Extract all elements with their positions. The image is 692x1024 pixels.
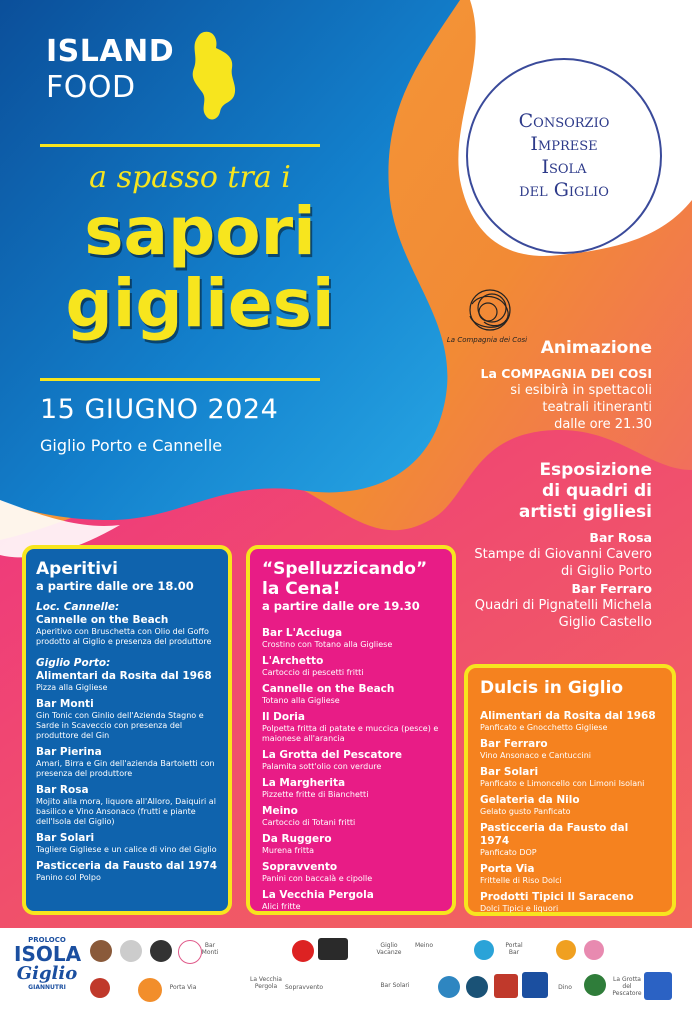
esposizione-bar-2-line-2: Giglio Castello <box>558 615 652 630</box>
item-desc: Crostino con Totano alla Gigliese <box>262 640 393 649</box>
sponsor-name-5: Giglio Vacanze <box>376 942 402 956</box>
item-desc: Pizza alla Gigliese <box>36 683 108 692</box>
sponsor-logo-11 <box>138 978 162 1002</box>
item-desc: Pizzette fritte di Bianchetti <box>262 790 369 799</box>
sponsor-name-4: Bar Monti <box>201 942 219 956</box>
proloco-line-2: ISOLA <box>14 942 82 966</box>
list-item <box>262 683 440 706</box>
list-item <box>480 822 660 858</box>
sponsor-strip <box>0 928 692 1024</box>
item-name: Cannelle on the Beach <box>262 683 395 695</box>
item-name: Bar Pierina <box>36 746 102 758</box>
item-name: La Vecchia Pergola <box>262 889 374 901</box>
proloco-line-1: PROLOCO <box>28 936 66 944</box>
item-name: La Grotta del Pescatore <box>262 749 403 761</box>
item-desc: Cartoccio di pescetti fritti <box>262 668 364 677</box>
brand-line-2: FOOD <box>46 70 136 105</box>
event-date: 15 GIUGNO 2024 <box>40 394 279 425</box>
proloco-line-4: GIANNUTRI <box>28 984 66 991</box>
item-desc: Gelato gusto Panficato <box>480 807 571 816</box>
esposizione-section <box>474 460 652 631</box>
item-desc: Vino Ansonaco e Cantuccini <box>480 751 591 760</box>
aperitivi-location-2: Giglio Porto: <box>36 657 111 669</box>
list-item <box>480 891 660 914</box>
sponsor-logo-12 <box>438 976 460 998</box>
animazione-line-1: La COMPAGNIA DEI COSI <box>480 366 652 381</box>
item-name: Pasticceria da Fausto dal 1974 <box>36 860 218 872</box>
item-name: L'Archetto <box>262 655 324 667</box>
sponsor-name-2: Porta Via <box>169 984 197 991</box>
sponsor-logo-2 <box>120 940 142 962</box>
aperitivi-location-1: Loc. Cannelle: <box>36 601 120 613</box>
compagnia-logo-label: La Compagnia dei Cosi <box>446 336 528 344</box>
list-item <box>36 670 218 693</box>
item-desc: Palamita sott'olio con verdure <box>262 762 382 771</box>
sponsor-logo-1 <box>90 940 112 962</box>
cena-title-2: la Cena! <box>262 579 341 599</box>
list-item <box>36 860 218 883</box>
animazione-line-3: teatrali itineranti <box>542 400 652 415</box>
cena-box <box>246 545 456 915</box>
animazione-line-4: dalle ore 21.30 <box>554 417 652 432</box>
item-name: Bar Ferraro <box>480 738 548 750</box>
sponsor-logo-6 <box>318 938 348 960</box>
esposizione-heading-3: artisti gigliesi <box>518 502 652 522</box>
list-item <box>262 889 440 912</box>
animazione-line-2: si esibirà in spettacoli <box>510 383 652 398</box>
aperitivi-time: a partire dalle ore 18.00 <box>36 579 194 593</box>
item-desc: Murena fritta <box>262 846 315 855</box>
title-line-1: sapori <box>84 193 316 270</box>
item-name: Bar Solari <box>36 832 95 844</box>
item-name: Bar L'Acciuga <box>262 627 343 639</box>
item-desc: Panini con baccalà e cipolle <box>262 874 373 883</box>
item-name: Prodotti Tipici Il Saraceno <box>480 891 634 903</box>
sponsor-logo-17 <box>644 972 672 1000</box>
item-name: Gelateria da Nilo <box>480 794 580 806</box>
brand-line-1: ISLAND <box>46 34 175 69</box>
proloco-logo <box>14 936 80 1014</box>
tagline: a spasso tra i <box>89 160 291 195</box>
list-item <box>480 794 660 817</box>
item-name: Sopravvento <box>262 861 338 873</box>
list-item <box>36 784 218 827</box>
list-item <box>262 627 440 650</box>
aperitivi-box <box>22 545 232 915</box>
item-desc: Panficato e Limoncello con Limoni Isolani <box>480 779 645 788</box>
item-desc: Dolci Tipici e liquori <box>480 904 559 913</box>
item-name: Il Doria <box>262 711 305 723</box>
list-item <box>36 614 218 647</box>
list-item <box>480 766 660 789</box>
proloco-line-3: Giglio <box>16 963 78 984</box>
item-name: Alimentari da Rosita dal 1968 <box>480 710 656 722</box>
title-line-2: gigliesi <box>65 265 335 342</box>
island-map-icon <box>186 30 240 122</box>
item-desc: Tagliere Gigliese e un calice di vino del Giglio <box>36 845 217 854</box>
esposizione-bar-2: Bar Ferraro <box>571 581 652 596</box>
cena-title-1: “Spelluzzicando” <box>262 559 428 579</box>
sponsor-logo-8 <box>556 940 576 960</box>
esposizione-bar-1: Bar Rosa <box>589 530 652 545</box>
item-name: Bar Rosa <box>36 784 89 796</box>
esposizione-bar-2-line-1: Quadri di Pignatelli Michela <box>474 598 652 613</box>
sponsor-name-1: La Vecchia Pergola <box>249 976 282 990</box>
sponsor-name-8: Meino <box>414 942 433 949</box>
list-item <box>262 805 440 828</box>
item-name: Bar Monti <box>36 698 94 710</box>
item-desc: Totano alla Gigliese <box>262 696 340 705</box>
sponsor-logo-10 <box>90 978 110 998</box>
list-item <box>262 655 440 678</box>
sponsor-name-9: Bar Solari <box>380 982 410 989</box>
sponsor-logo-15 <box>522 972 548 998</box>
sponsor-name-7: La Grotta del Pescatore <box>612 976 642 997</box>
item-desc: Mojito alla mora, liquore all'Alloro, Daiquiri al basilico e Vino Ansonaco (frutti e piante dell'Isola del Giglio) <box>36 797 216 826</box>
item-desc: Panficato e Gnocchetto Gigliese <box>480 723 608 732</box>
sponsor-logo-14 <box>494 974 518 998</box>
item-desc: Cartoccio di Totani fritti <box>262 818 356 827</box>
list-item <box>262 861 440 884</box>
item-name: Alimentari da Rosita dal 1968 <box>36 670 212 682</box>
item-name: Porta Via <box>480 863 535 875</box>
item-name: Da Ruggero <box>262 833 332 845</box>
animazione-heading: Animazione <box>540 338 652 358</box>
item-desc: Aperitivo con Bruschetta con Olio del Goffo prodotto al Giglio e presenza del produttore <box>36 627 212 646</box>
sponsor-logo-7 <box>474 940 494 960</box>
yellow-divider-bottom <box>40 378 320 381</box>
sponsor-logo-3 <box>150 940 172 962</box>
item-desc: Frittelle di Riso Dolci <box>480 876 562 885</box>
sponsor-logo-13 <box>466 976 488 998</box>
item-name: Bar Solari <box>480 766 539 778</box>
item-name: Meino <box>262 805 298 817</box>
event-place: Giglio Porto e Cannelle <box>40 436 223 455</box>
sponsor-logo-16 <box>584 974 606 996</box>
animazione-section <box>481 338 652 433</box>
item-name: Pasticceria da Fausto dal 1974 <box>480 822 629 847</box>
dulcis-box <box>464 664 676 916</box>
item-desc: Amari, Birra e Gin dell'azienda Bartoletti con presenza del produttore <box>36 759 215 778</box>
list-item <box>36 746 218 779</box>
consorzio-line-1: Consorzio <box>518 110 610 132</box>
aperitivi-title: Aperitivi <box>36 559 118 579</box>
item-desc: Gin Tonic con Ginlio dell'Azienda Stagno e Sarde in Scaveccio con presenza del produttore del Gin <box>36 711 204 740</box>
list-item <box>480 710 660 733</box>
item-desc: Panino col Polpo <box>36 873 101 882</box>
item-name: La Margherita <box>262 777 346 789</box>
esposizione-bar-1-line-2: di Giglio Porto <box>561 564 652 579</box>
yellow-divider-top <box>40 144 320 147</box>
item-desc: Alici fritte <box>262 902 301 911</box>
esposizione-heading-1: Esposizione <box>539 460 652 480</box>
list-item <box>480 863 660 886</box>
esposizione-bar-1-line-1: Stampe di Giovanni Cavero <box>474 547 652 562</box>
list-item <box>262 749 440 772</box>
sponsor-name-10: Dino <box>558 984 572 991</box>
island-food-logo <box>46 34 174 106</box>
list-item <box>262 711 440 744</box>
cena-time: a partire dalle ore 19.30 <box>262 599 420 613</box>
list-item <box>36 832 218 855</box>
sponsor-name-6: Portal Bar <box>505 942 523 956</box>
consorzio-line-3: Isola <box>541 156 587 178</box>
esposizione-heading-2: di quadri di <box>542 481 652 501</box>
dulcis-title: Dulcis in Giglio <box>480 678 624 698</box>
list-item <box>262 777 440 800</box>
consorzio-logo <box>466 58 662 254</box>
consorzio-line-2: Imprese <box>530 133 598 155</box>
list-item <box>36 698 218 741</box>
list-item <box>480 738 660 761</box>
item-name: Cannelle on the Beach <box>36 614 169 626</box>
item-desc: Panficato DOP <box>480 848 537 857</box>
sponsor-name-3: Sopravvento <box>284 984 324 991</box>
consorzio-line-4: del Giglio <box>519 179 609 201</box>
list-item <box>262 833 440 856</box>
sponsor-logo-9 <box>584 940 604 960</box>
item-desc: Polpetta fritta di patate e muccica (pesce) e maionese all'arancia <box>262 724 439 743</box>
sponsor-logo-5 <box>292 940 314 962</box>
